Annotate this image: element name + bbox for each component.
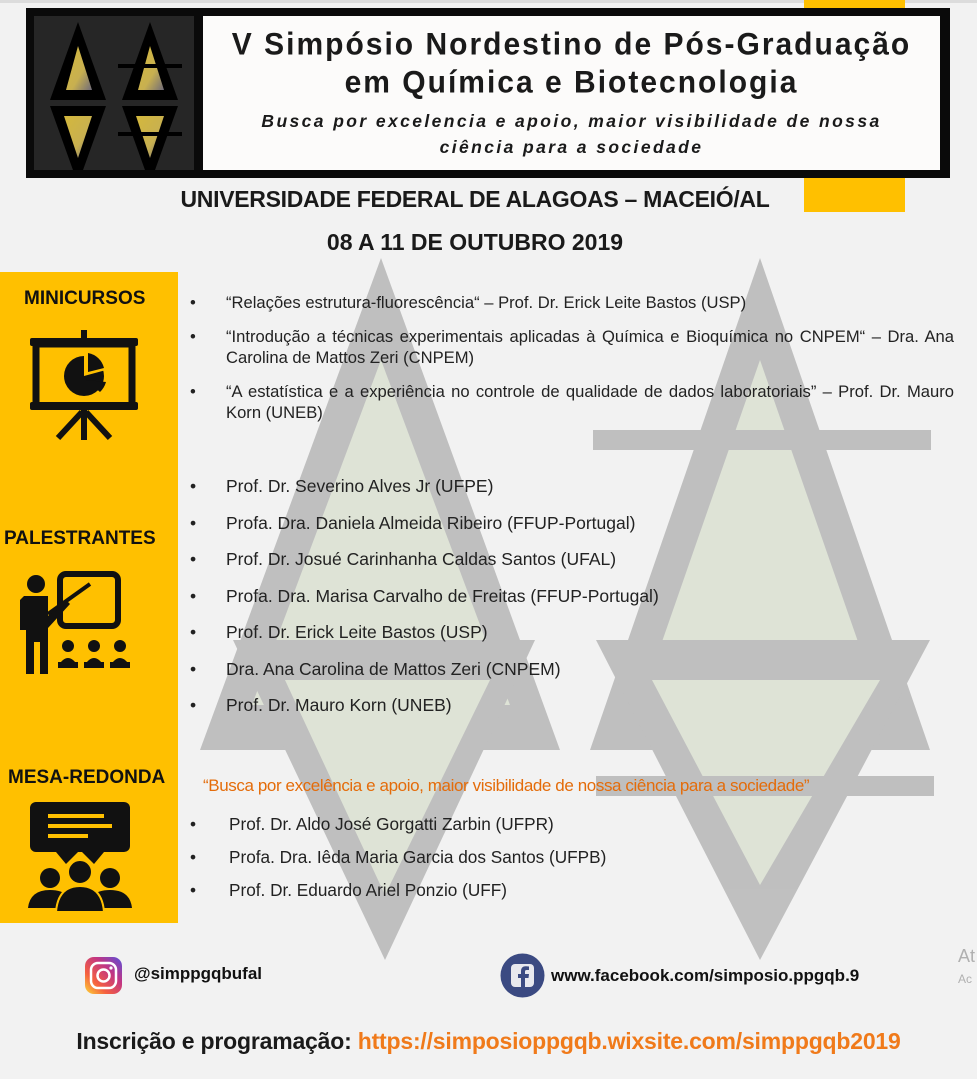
list-item: • “A estatística e a experiência no controle de qualidade de dados laboratoriais” – Prof. Dr. Mauro Korn (UNEB) — [190, 382, 954, 422]
alchemy-logo-icon — [34, 16, 194, 170]
list-item: • “Introdução a técnicas experimentais aplicadas à Química e Bioquímica no CNPEM“ – Dra. Ana Carolina de Mattos Zeri (CNPEM) — [190, 327, 954, 367]
list-item: • Profa. Dra. Marisa Carvalho de Freitas (FFUP-Portugal) — [190, 585, 659, 606]
instagram-handle[interactable]: @simppgqbufal — [134, 964, 263, 983]
palestrantes-list — [184, 476, 884, 716]
list-item: • Prof. Dr. Erick Leite Bastos (USP) — [190, 622, 488, 642]
registration-label: Inscrição e programação: — [76, 1028, 358, 1054]
minicursos-list — [184, 292, 954, 423]
event-title-line2: em Química e Biotecnologia — [344, 65, 799, 100]
discussion-group-icon — [28, 802, 132, 914]
list-item: • Profa. Dra. Iêda Maria Garcia dos Santos (UFPB) — [190, 847, 607, 867]
event-subtitle-line2: ciência para a sociedade — [439, 137, 704, 157]
overlay-partial-text-1: At — [958, 946, 976, 966]
teacher-audience-icon — [18, 570, 138, 676]
registration-line — [0, 1028, 977, 1055]
mesa-redonda-list — [184, 814, 884, 901]
list-item: • Prof. Dr. Josué Carinhanha Caldas Santos (UFAL) — [190, 549, 617, 569]
list-item: • Dra. Ana Carolina de Mattos Zeri (CNPEM) — [190, 658, 561, 679]
palestrantes-label: PALESTRANTES — [4, 528, 156, 549]
presentation-chart-icon — [30, 330, 140, 442]
event-subtitle-line1: Busca por excelencia e apoio, maior visibilidade de nossa — [261, 111, 882, 131]
mesa-redonda-label: MESA-REDONDA — [8, 767, 166, 788]
facebook-url[interactable]: www.facebook.com/simposio.ppgqb.9 — [551, 966, 860, 985]
mesa-redonda-theme: “Busca por excelência e apoio, maior visibilidade de nossa ciência para a sociedade” — [203, 776, 810, 795]
title-box — [203, 16, 940, 170]
list-item: • Prof. Dr. Aldo José Gorgatti Zarbin (UFPR) — [190, 814, 554, 834]
list-item: • Prof. Dr. Mauro Korn (UNEB) — [190, 695, 452, 715]
location-heading: UNIVERSIDADE FEDERAL DE ALAGOAS – MACEIÓ/AL — [180, 186, 770, 212]
list-item: • “Relações estrutura-fluorescência“ – Prof. Dr. Erick Leite Bastos (USP) — [190, 293, 747, 312]
instagram-icon[interactable] — [85, 957, 122, 994]
logo-panel — [34, 16, 194, 170]
registration-link[interactable]: https://simposioppgqb.wixsite.com/simppgqb2019 — [357, 1028, 901, 1054]
facebook-icon[interactable] — [500, 953, 545, 998]
list-item: • Profa. Dra. Daniela Almeida Ribeiro (FFUP-Portugal) — [190, 512, 636, 533]
list-item: • Prof. Dr. Severino Alves Jr (UFPE) — [190, 476, 494, 496]
minicursos-label: MINICURSOS — [24, 288, 146, 309]
date-heading: 08 A 11 DE OUTUBRO 2019 — [326, 229, 624, 255]
list-item: • Prof. Dr. Eduardo Ariel Ponzio (UFF) — [190, 880, 507, 900]
event-title-line1: V Simpósio Nordestino de Pós-Graduação — [231, 27, 912, 62]
overlay-partial-text-2: Ac — [958, 972, 973, 986]
